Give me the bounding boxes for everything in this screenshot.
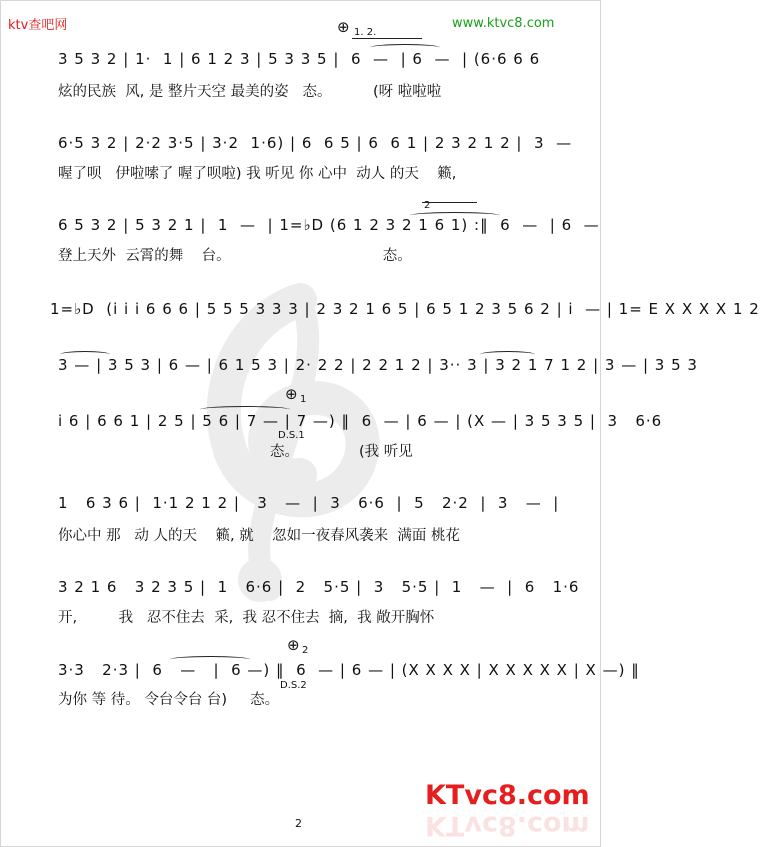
- coda-symbol: ⊕: [285, 385, 298, 403]
- coda-symbol: ⊕: [337, 18, 350, 36]
- notation-row: 3 2 1 6 3 2 3 5 | 1 6·6 | 2 5·5 | 3 5·5 | 1 — | 6 1·6: [58, 578, 580, 596]
- notation-row: i 6 | 6 6 1 | 2 5 | 5 6 | 7 — | 7 —) ‖ 6 — | 6 — | (X — | 3 5 3 5 | 3 6·6: [58, 412, 663, 430]
- lyric-row: 炫的民族 风, 是 整片天空 最美的姿 态。 (呀 啦啦啦: [58, 84, 442, 100]
- lyric-row: 态。 (我 听见: [58, 444, 413, 460]
- site-logo-reflection: KTvc8.com: [425, 810, 590, 841]
- slur-arc: [410, 212, 500, 219]
- slur-arc: [170, 656, 250, 663]
- volta-2-label: 2: [424, 200, 431, 211]
- site-logo: KTvc8.com: [425, 780, 590, 811]
- coda-number: 1: [300, 394, 307, 405]
- slur-arc: [480, 351, 535, 358]
- volta-bracket-label: 1. 2.: [354, 27, 377, 38]
- lyric-row: 为你 等 待。 令台令台 台) 态。: [58, 692, 280, 708]
- notation-row: 6 5 3 2 | 5 3 2 1 | 1 — | 1=♭D (6 1 2 3 2 1 6 1) :‖ 6 — | 6 —: [58, 216, 600, 234]
- ds2-mark: D.S.2: [280, 680, 307, 691]
- lyric-row: 喔了呗 伊啦嗦了 喔了呗啦) 我 听见 你 心中 动人 的天 籁,: [58, 166, 457, 182]
- notation-row: 3 5 3 2 | 1· 1 | 6 1 2 3 | 5 3 3 5 | 6 — | 6 — | (6·6 6 6: [58, 50, 541, 68]
- notation-row: 6·5 3 2 | 2·2 3·5 | 3·2 1·6) | 6 6 5 | 6 6 1 | 2 3 2 1 2 | 3 —: [58, 134, 573, 152]
- site-url-right[interactable]: www.ktvc8.com: [452, 16, 555, 31]
- lyric-row: 你心中 那 动 人的天 籁, 就 忽如一夜春风袭来 满面 桃花: [58, 528, 460, 544]
- ds1-mark: D.S.1: [278, 430, 305, 441]
- notation-row: 1=♭D (i i i 6 6 6 | 5 5 5 3 3 3 | 2 3 2 1 6 5 | 6 5 1 2 3 5 6 2 | i — | 1= E X X X X 1 2: [50, 300, 760, 318]
- notation-row: 1 6 3 6 | 1·1 2 1 2 | 3 — | 3 6·6 | 5 2·2 | 3 — |: [58, 494, 560, 512]
- notation-row: 3·3 2·3 | 6 — | 6 —) ‖ 6 — | 6 — | (X X X X | X X X X X | X —) ‖: [58, 661, 640, 679]
- coda-number: 2: [302, 645, 309, 656]
- notation-row: 3 — | 3 5 3 | 6 — | 6 1 5 3 | 2· 2 2 | 2 2 1 2 | 3·· 3 | 3 2 1 7 1 2 | 3 — | 3 5 3: [58, 356, 698, 374]
- slur-arc: [370, 44, 440, 51]
- coda-symbol: ⊕: [287, 636, 300, 654]
- slur-arc: [60, 351, 110, 358]
- page-number: 2: [295, 817, 302, 830]
- lyric-row: 登上天外 云霄的舞 台。 态。: [58, 248, 412, 264]
- site-name-left[interactable]: ktv查吧网: [8, 18, 68, 33]
- slur-arc: [200, 406, 290, 413]
- lyric-row: 开, 我 忍不住去 采, 我 忍不住去 摘, 我 敞开胸怀: [58, 610, 435, 626]
- volta-2-line: [422, 202, 477, 203]
- volta-line: [352, 38, 422, 39]
